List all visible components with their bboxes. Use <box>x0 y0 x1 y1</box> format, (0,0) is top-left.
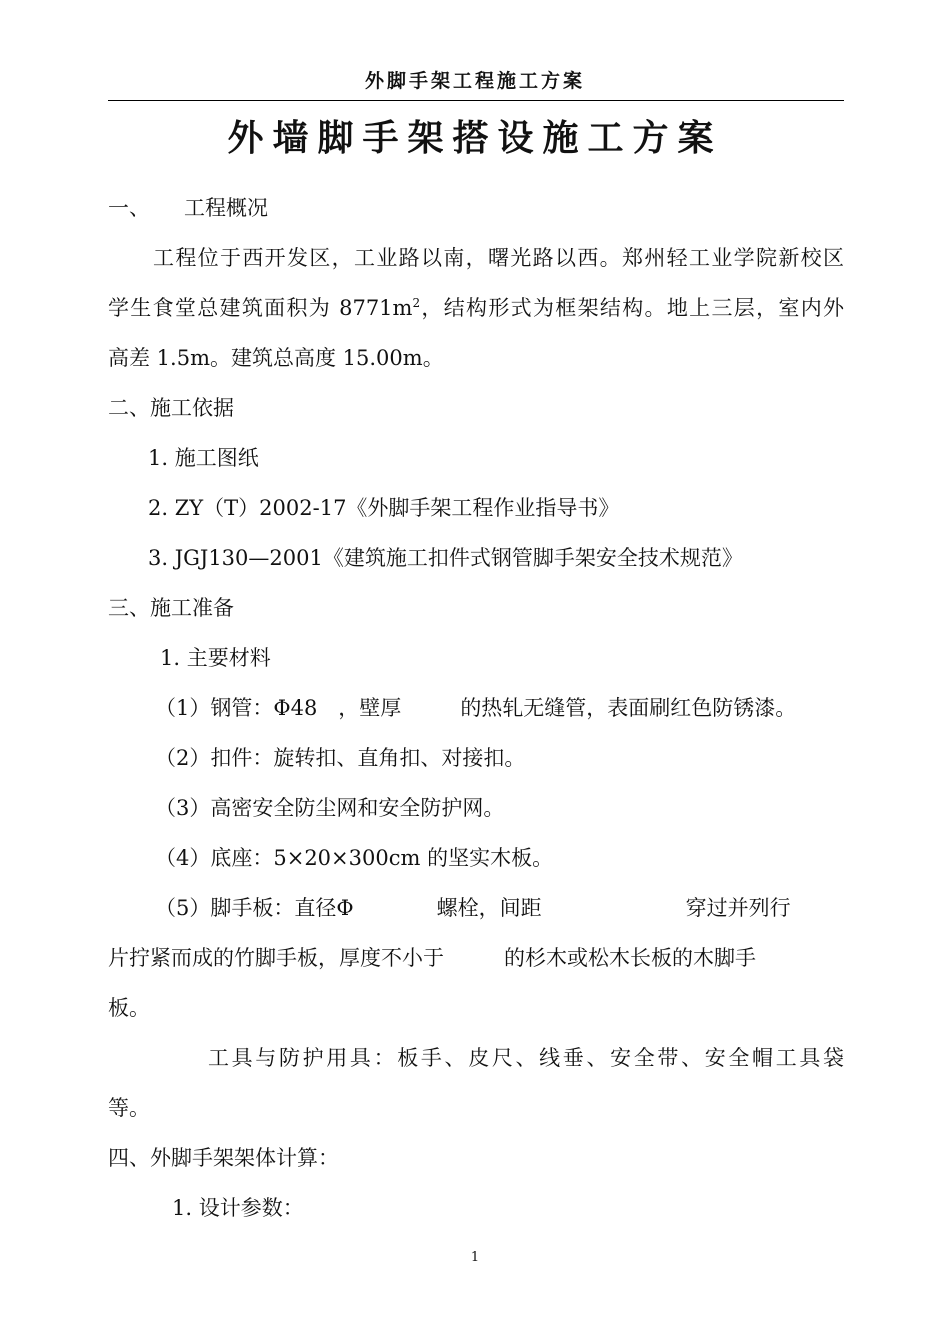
section-3-heading: 三、施工准备 <box>108 596 234 620</box>
overview-paragraph-line-3: 高差 1.5m。建筑总高度 15.00m。 <box>108 346 444 370</box>
material-item-1 <box>155 693 891 723</box>
material-1-part-a: （1）钢管：Φ48 ，壁厚 <box>155 696 402 720</box>
section-1-number: 一、 <box>108 196 150 220</box>
tools-line-2: 等。 <box>108 1096 150 1120</box>
running-header: 外脚手架工程施工方案 <box>364 70 585 92</box>
tools-line-1: 工具与防护用具：板手、皮尺、线垂、安全带、安全帽工具袋 <box>208 1046 844 1070</box>
material-1-part-b: 的热轧无缝管，表面刷红色防锈漆。 <box>460 696 797 720</box>
materials-subheading: 1. 主要材料 <box>160 646 271 670</box>
material-5-part-b: 螺栓，间距 <box>436 896 542 920</box>
material-item-3: （3）高密安全防尘网和安全防护网。 <box>155 796 505 820</box>
section-1-title: 工程概况 <box>184 196 268 220</box>
overview-area-text: 学生食堂总建筑面积为 8771m <box>108 296 413 320</box>
material-item-5-line-2 <box>108 943 844 973</box>
page-number: 1 <box>470 1250 480 1265</box>
section-1-heading <box>108 193 844 223</box>
material-5-part-c: 穿过并列行 <box>685 896 791 920</box>
material-item-5-line-1 <box>155 893 844 923</box>
material-5-line-2-part-a: 片拧紧而成的竹脚手板，厚度不小于 <box>108 946 444 970</box>
header-divider <box>108 100 844 101</box>
section-4-heading: 四、外脚手架架体计算： <box>108 1146 339 1170</box>
basis-item-1: 1. 施工图纸 <box>148 446 259 470</box>
section-2-heading: 二、施工依据 <box>108 396 234 420</box>
overview-paragraph-line-2 <box>108 293 844 323</box>
material-item-4: （4）底座：5×20×300cm 的坚实木板。 <box>155 846 554 870</box>
basis-item-2: 2. ZY（T）2002-17《外脚手架工程作业指导书》 <box>148 496 620 520</box>
material-5-part-a: （5）脚手板：直径Φ <box>155 896 354 920</box>
design-parameters-subheading: 1. 设计参数： <box>172 1196 304 1220</box>
basis-item-3: 3. JGJ130—2001《建筑施工扣件式钢管脚手架安全技术规范》 <box>148 546 743 570</box>
material-item-5-line-3: 板。 <box>108 996 150 1020</box>
material-5-line-2-part-b: 的杉木或松木长板的木脚手 <box>504 946 756 970</box>
document-title: 外墙脚手架搭设施工方案 <box>227 117 723 159</box>
superscript-2: 2 <box>412 296 421 310</box>
overview-structure-text: ，结构形式为框架结构。地上三层，室内外 <box>420 296 844 320</box>
material-item-2: （2）扣件：旋转扣、直角扣、对接扣。 <box>155 746 526 770</box>
overview-paragraph-line-1: 工程位于西开发区，工业路以南，曙光路以西。郑州轻工业学院新校区 <box>153 246 844 270</box>
